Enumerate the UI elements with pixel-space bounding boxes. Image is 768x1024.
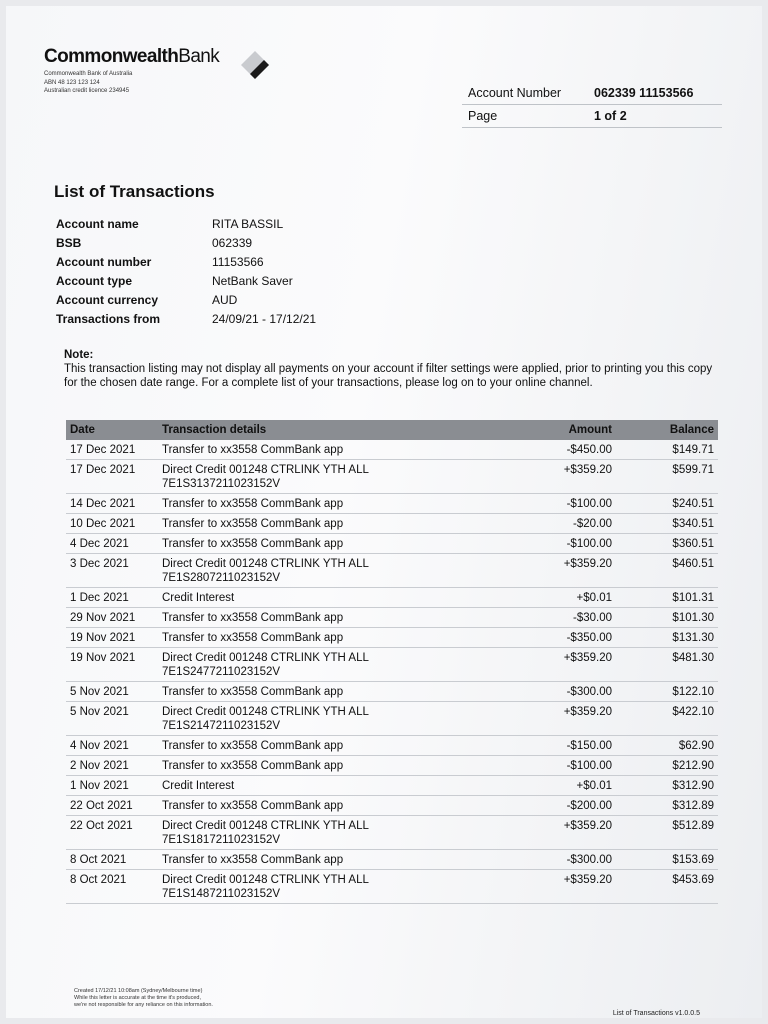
cell-details [162,557,510,585]
cell-balance: $312.89 [672,800,714,812]
table-row [66,608,718,628]
details-line: Direct Credit 001248 CTRLINK YTH ALL [162,820,369,832]
footer-line: we're not responsible for any reliance on this information. [74,1002,213,1008]
account-number-row [462,82,722,105]
header-balance: Balance [669,424,714,436]
cell-date: 19 Nov 2021 [70,652,136,664]
details-line: Transfer to xx3558 CommBank app [162,686,344,698]
table-row [66,736,718,756]
cell-amount: -$200.00 [566,800,612,812]
cell-amount: -$300.00 [566,854,612,866]
info-label: Transactions from [56,311,161,326]
details-reference: 7E1S2147211023152V [162,720,281,732]
table-row [66,554,718,588]
info-value: 11153566 [212,254,264,269]
info-label: Account currency [56,292,159,307]
cell-balance: $149.71 [672,444,714,456]
info-label: Account number [56,254,152,269]
legal-line: Australian credit licence 234945 [44,88,130,94]
details-line: Direct Credit 001248 CTRLINK YTH ALL [162,652,369,664]
details-line: Direct Credit 001248 CTRLINK YTH ALL [162,464,369,476]
cell-details [162,537,510,551]
cell-amount: +$359.20 [563,558,612,570]
header-date: Date [70,424,95,436]
cell-details [162,759,510,773]
table-row [66,870,718,904]
cell-details [162,799,510,813]
cell-details [162,497,510,511]
details-line: Transfer to xx3558 CommBank app [162,518,344,530]
cell-balance: $240.51 [672,498,714,510]
table-body [66,440,718,904]
table-row [66,702,718,736]
cell-details [162,517,510,531]
cell-amount: -$20.00 [572,518,612,530]
cell-details [162,819,510,847]
info-label: Account type [56,273,133,288]
info-row [56,214,316,233]
cell-date: 5 Nov 2021 [70,706,129,718]
table-row [66,534,718,554]
cell-amount: -$150.00 [566,740,612,752]
note [64,348,714,390]
cell-balance: $512.89 [672,820,714,832]
details-line: Transfer to xx3558 CommBank app [162,854,344,866]
cell-amount: +$0.01 [576,780,612,792]
cell-date: 8 Oct 2021 [70,854,127,866]
cell-date: 3 Dec 2021 [70,558,129,570]
cell-balance: $422.10 [672,706,714,718]
info-value: RITA BASSIL [212,216,284,231]
cell-amount: +$359.20 [563,652,612,664]
table-row [66,816,718,850]
table-row [66,628,718,648]
cell-amount: +$0.01 [576,592,612,604]
details-line: Direct Credit 001248 CTRLINK YTH ALL [162,558,369,570]
table-row [66,796,718,816]
details-line: Transfer to xx3558 CommBank app [162,632,344,644]
footer-line: While this letter is accurate at the time it's produced, [74,995,201,1001]
details-line: Transfer to xx3558 CommBank app [162,740,344,752]
cell-date: 4 Dec 2021 [70,538,129,550]
footer-version: List of Transactions v1.0.0.5 [612,1010,700,1017]
info-label: Account name [56,216,139,231]
table-row [66,776,718,796]
cell-date: 8 Oct 2021 [70,874,127,886]
cell-details [162,873,510,901]
transactions-table [66,420,718,904]
account-number-label: Account Number [468,86,562,100]
bank-logo [44,46,219,96]
cell-date: 1 Nov 2021 [70,780,129,792]
cell-balance: $481.30 [672,652,714,664]
cell-amount: -$100.00 [566,498,612,510]
details-line: Credit Interest [162,592,235,604]
cell-date: 10 Dec 2021 [70,518,136,530]
cell-date: 5 Nov 2021 [70,686,129,698]
cell-balance: $153.69 [672,854,714,866]
cell-date: 22 Oct 2021 [70,820,133,832]
cell-balance: $212.90 [672,760,714,772]
bank-legal-lines [44,70,219,96]
cell-amount: -$350.00 [566,632,612,644]
cell-balance: $101.30 [672,612,714,624]
page-label: Page [468,109,498,123]
cell-amount: -$300.00 [566,686,612,698]
statement-page [6,6,762,1018]
cell-amount: -$100.00 [566,538,612,550]
info-value: NetBank Saver [212,273,293,288]
details-reference: 7E1S2807211023152V [162,572,281,584]
footer-disclaimer [74,988,213,1009]
table-header [66,420,718,440]
cell-balance: $460.51 [672,558,714,570]
bank-name-bold: Commonwealth [44,46,179,67]
details-line: Direct Credit 001248 CTRLINK YTH ALL [162,706,369,718]
details-line: Direct Credit 001248 CTRLINK YTH ALL [162,874,369,886]
details-line: Transfer to xx3558 CommBank app [162,498,344,510]
table-row [66,682,718,702]
details-line: Credit Interest [162,780,235,792]
cell-balance: $131.30 [672,632,714,644]
account-info [56,214,316,328]
cell-details [162,779,510,793]
cell-balance: $101.31 [672,592,714,604]
cell-date: 2 Nov 2021 [70,760,129,772]
details-reference: 7E1S1487211023152V [162,888,281,900]
cell-balance: $360.51 [672,538,714,550]
table-row [66,756,718,776]
details-line: Transfer to xx3558 CommBank app [162,760,344,772]
cell-amount: -$450.00 [566,444,612,456]
info-value: 062339 [212,235,253,250]
details-reference: 7E1S3137211023152V [162,478,281,490]
account-summary-box [462,82,722,128]
details-line: Transfer to xx3558 CommBank app [162,612,344,624]
cell-amount: +$359.20 [563,706,612,718]
cell-details [162,853,510,867]
table-row [66,494,718,514]
info-row [56,290,316,309]
cell-details [162,463,510,491]
note-text: This transaction listing may not display all payments on your account if filter settings were applied, prior to printing you this copy for the chosen date range. For a complete list of your transactions, please log on to your online channel. [64,363,713,389]
info-value: 24/09/21 - 17/12/21 [212,311,317,326]
details-reference: 7E1S2477211023152V [162,666,281,678]
details-line: Transfer to xx3558 CommBank app [162,800,344,812]
cell-balance: $122.10 [672,686,714,698]
cell-amount: -$30.00 [572,612,612,624]
cell-details [162,443,510,457]
cell-date: 19 Nov 2021 [70,632,136,644]
page-value: 1 of 2 [594,109,627,123]
page-row [462,105,722,128]
cell-details [162,631,510,645]
cell-date: 22 Oct 2021 [70,800,133,812]
info-row [56,309,316,328]
table-row [66,648,718,682]
cell-date: 1 Dec 2021 [70,592,129,604]
cell-details [162,705,510,733]
cell-balance: $340.51 [672,518,714,530]
footer-line: Created 17/12/21 10:08am (Sydney/Melbourne time) [74,988,203,994]
table-row [66,588,718,608]
cell-date: 4 Nov 2021 [70,740,129,752]
cell-balance: $453.69 [672,874,714,886]
table-row [66,440,718,460]
cell-balance: $312.90 [672,780,714,792]
cell-balance: $599.71 [672,464,714,476]
table-row [66,514,718,534]
info-label: BSB [56,235,82,250]
cell-details [162,611,510,625]
cell-amount: +$359.20 [563,874,612,886]
bank-name [44,46,219,68]
info-value: AUD [212,292,238,307]
table-row [66,850,718,870]
info-row [56,233,316,252]
cell-details [162,591,510,605]
details-reference: 7E1S1817211023152V [162,834,281,846]
cell-date: 17 Dec 2021 [70,444,136,456]
cell-amount: +$359.20 [563,820,612,832]
info-row [56,271,316,290]
cell-date: 29 Nov 2021 [70,612,136,624]
legal-line: ABN 48 123 123 124 [44,79,100,86]
details-line: Transfer to xx3558 CommBank app [162,444,344,456]
note-heading: Note: [64,349,94,361]
page-title: List of Transactions [54,182,215,201]
cell-date: 17 Dec 2021 [70,464,136,476]
header-details: Transaction details [162,424,267,436]
info-row [56,252,316,271]
cell-amount: -$100.00 [566,760,612,772]
cell-date: 14 Dec 2021 [70,498,136,510]
cell-details [162,651,510,679]
table-row [66,460,718,494]
account-number-value: 062339 11153566 [594,86,694,100]
cell-details [162,685,510,699]
bank-name-regular: Bank [178,46,220,67]
diamond-logo-icon [240,50,270,80]
cell-amount: +$359.20 [563,464,612,476]
cell-details [162,739,510,753]
legal-line: Commonwealth Bank of Australia [44,71,133,77]
cell-balance: $62.90 [678,740,714,752]
details-line: Transfer to xx3558 CommBank app [162,538,344,550]
header-amount: Amount [568,424,612,436]
